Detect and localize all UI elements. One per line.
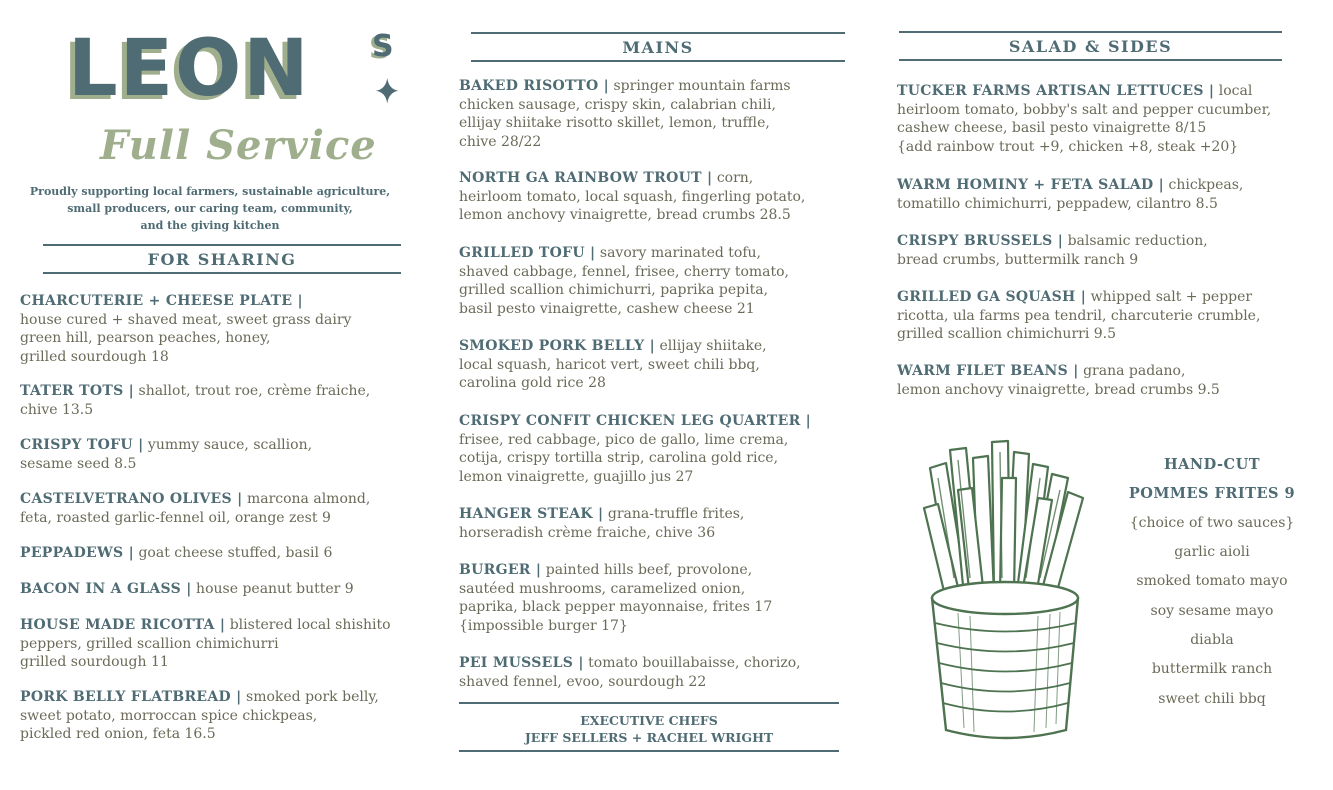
menu-item: PEPPADEWS | goat cheese stuffed, basil 6 <box>20 545 333 561</box>
chefs-credit <box>459 712 839 746</box>
menu-item: CHARCUTERIE + CHEESE PLATE | house cured + shaved meat, sweet grass dairy green hill, pearson peaches, honey, grilled sourdough 18 <box>20 293 352 365</box>
menu-item: CASTELVETRANO OLIVES | marcona almond, feta, roasted garlic-fennel oil, orange zest 9 <box>20 491 371 526</box>
section-title-salads: SALAD & SIDES <box>1008 37 1173 56</box>
frites-note: {choice of two sauces} <box>1129 515 1295 531</box>
menu-item: TATER TOTS | shallot, trout roe, crème fraiche, chive 13.5 <box>20 383 371 418</box>
menu-item: CRISPY CONFIT CHICKEN LEG QUARTER | frisee, red cabbage, pico de gallo, lime crema, cotija, crispy tortilla strip, carolina gold rice, lemon vinaigrette, guajillo jus 27 <box>459 413 812 485</box>
frites-title: HAND-CUT POMMES FRITES 9 <box>1128 456 1296 502</box>
fries-cup-illustration <box>918 438 1093 748</box>
sauce-item: garlic aioli <box>1174 544 1250 560</box>
divider <box>459 750 839 752</box>
chefs-names: JEFF SELLERS + RACHEL WRIGHT <box>524 730 774 745</box>
divider <box>459 702 839 704</box>
logo-subtitle: Full Service <box>100 122 377 169</box>
menu-item: CRISPY BRUSSELS | balsamic reduction, bread crumbs, buttermilk ranch 9 <box>897 233 1208 268</box>
menu-item: HANGER STEAK | grana-truffle frites, horseradish crème fraiche, chive 36 <box>459 506 745 541</box>
divider <box>899 59 1282 61</box>
divider <box>471 60 845 62</box>
section-title-sharing: FOR SHARING <box>147 250 297 269</box>
chefs-label: EXECUTIVE CHEFS <box>580 713 718 728</box>
section-title-mains: MAINS <box>622 38 694 57</box>
divider <box>43 272 401 274</box>
tagline: Proudly supporting local farmers, sustainable agriculture, small producers, our caring team, community, and the giving kitchen <box>29 185 391 232</box>
sauce-item: diabla <box>1190 632 1234 648</box>
divider <box>43 244 401 246</box>
logo-wordmark-s: S <box>372 29 394 64</box>
menu-item: SMOKED PORK BELLY | ellijay shiitake, local squash, haricot vert, sweet chili bbq, carolina gold rice 28 <box>459 338 767 391</box>
menu-item: GRILLED TOFU | savory marinated tofu, shaved cabbage, fennel, frisee, cherry tomato, grilled scallion chimichurri, paprika pepita, basil pesto vinaigrette, cashew cheese 21 <box>459 245 789 317</box>
sauce-item: buttermilk ranch <box>1151 661 1273 677</box>
sparkle-icon <box>372 76 402 110</box>
sauce-item: sweet chili bbq <box>1158 691 1266 707</box>
menu-item: NORTH GA RAINBOW TROUT | corn, heirloom tomato, local squash, fingerling potato, lemon anchovy vinaigrette, bread crumbs 28.5 <box>459 170 806 223</box>
logo-wordmark: LEON <box>68 24 311 114</box>
sauce-item: soy sesame mayo <box>1150 603 1274 619</box>
menu-item: WARM HOMINY + FETA SALAD | chickpeas, tomatillo chimichurri, peppadew, cilantro 8.5 <box>897 177 1244 212</box>
menu-item: WARM FILET BEANS | grana padano, lemon anchovy vinaigrette, bread crumbs 9.5 <box>897 363 1220 398</box>
divider <box>899 31 1282 33</box>
menu-item: BAKED RISOTTO | springer mountain farms chicken sausage, crispy skin, calabrian chili, ellijay shiitake risotto skillet, lemon, truffle, chive 28/22 <box>459 78 791 150</box>
divider <box>471 32 845 34</box>
menu-item: GRILLED GA SQUASH | whipped salt + pepper ricotta, ula farms pea tendril, charcuterie crumble, grilled scallion chimichurri 9.5 <box>897 289 1261 342</box>
logo <box>60 24 410 178</box>
menu-item: HOUSE MADE RICOTTA | blistered local shishito peppers, grilled scallion chimichurri grilled sourdough 11 <box>20 617 391 670</box>
menu-item: CRISPY TOFU | yummy sauce, scallion, sesame seed 8.5 <box>20 437 313 472</box>
menu-item: PEI MUSSELS | tomato bouillabaisse, chorizo, shaved fennel, evoo, sourdough 22 <box>459 655 801 690</box>
menu-item: TUCKER FARMS ARTISAN LETTUCES | local heirloom tomato, bobby's salt and pepper cucumber, cashew cheese, basil pesto vinaigrette 8/15 {add rainbow trout +9, chicken +8, steak +20} <box>897 83 1272 155</box>
sauce-item: smoked tomato mayo <box>1136 573 1288 589</box>
menu-item: BACON IN A GLASS | house peanut butter 9 <box>20 581 354 597</box>
menu-item: BURGER | painted hills beef, provolone, sautéed mushrooms, caramelized onion, paprika, black pepper mayonnaise, frites 17 {impossible burger 17} <box>459 562 773 634</box>
menu-item: PORK BELLY FLATBREAD | smoked pork belly, sweet potato, morroccan spice chickpeas, pickled red onion, feta 16.5 <box>20 689 379 742</box>
